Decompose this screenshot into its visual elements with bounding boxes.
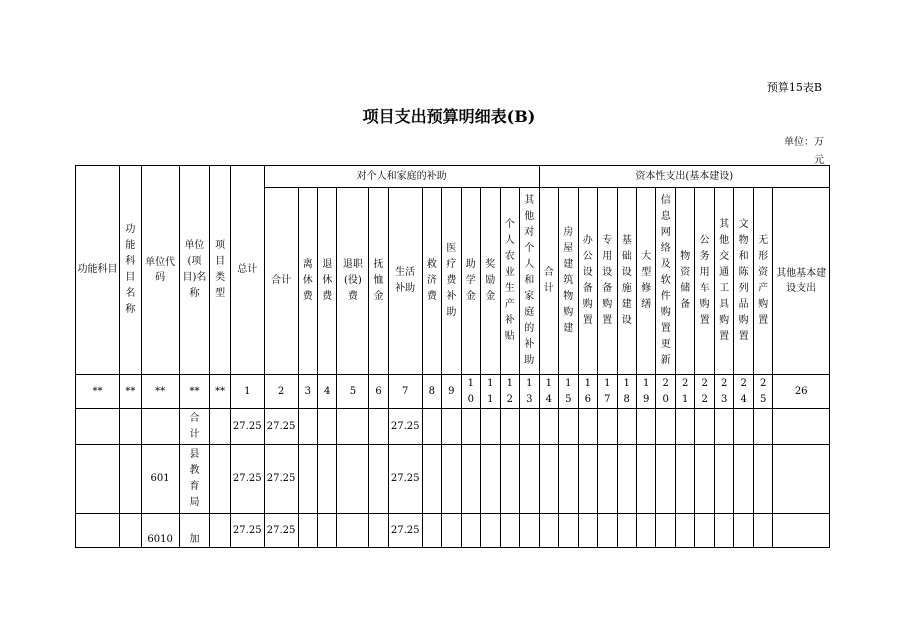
header-scholarship: 助学金: [461, 188, 480, 375]
header-other-construction: 其他基本建设支出: [773, 188, 830, 375]
header-resignation: 退职(役)费: [337, 188, 369, 375]
cell-unit-code: 6010: [141, 514, 179, 548]
header-capital-total: 合计: [539, 188, 558, 375]
cell-unit-code: [141, 409, 179, 445]
cell-personal-total: 27.25: [264, 409, 298, 445]
index-cell: 22: [695, 375, 714, 409]
index-cell: 20: [656, 375, 675, 409]
cell-personal-total: 27.25: [264, 514, 298, 548]
table-row: [76, 514, 830, 548]
index-cell: 18: [617, 375, 636, 409]
cell-living-subsidy: 27.25: [388, 409, 422, 445]
index-cell: 2: [264, 375, 298, 409]
header-infrastructure: 基础设施建设: [617, 188, 636, 375]
header-group-personal: 对个人和家庭的补助: [264, 166, 539, 188]
form-number: 预算15表B: [766, 81, 822, 94]
index-cell: **: [120, 375, 142, 409]
cell-project-type: [210, 409, 231, 445]
cell-total: 27.25: [230, 445, 264, 514]
unit-label: 单位：万: [784, 137, 824, 148]
cell-personal-total: 27.25: [264, 445, 298, 514]
index-cell: 5: [337, 375, 369, 409]
cell-living-subsidy: 27.25: [388, 514, 422, 548]
index-cell: **: [210, 375, 231, 409]
table-row: [76, 445, 830, 514]
page-title: 项目支出预算明细表(B): [362, 107, 536, 126]
cell-living-subsidy: 27.25: [388, 445, 422, 514]
index-cell: 21: [675, 375, 694, 409]
header-personal-total: 合计: [264, 188, 298, 375]
header-intangible: 无形资产购置: [753, 188, 772, 375]
header-major-repair: 大型修缮: [636, 188, 655, 375]
index-cell: 13: [520, 375, 540, 409]
header-cultural-relics: 文物和陈列品购置: [734, 188, 753, 375]
index-cell: **: [179, 375, 210, 409]
cell-total: 27.25: [230, 514, 264, 548]
header-other-transport: 其他交通工具购置: [714, 188, 733, 375]
cell-unit-name: 合计: [179, 409, 210, 445]
cell-unit-name: 县教育局: [179, 445, 210, 514]
header-relief: 救济费: [422, 188, 441, 375]
index-cell: **: [76, 375, 120, 409]
header-other-personal: 其他对个人和家庭的补助: [520, 188, 540, 375]
index-cell: 7: [388, 375, 422, 409]
cell-func-subject: [76, 514, 120, 548]
index-cell: 11: [481, 375, 500, 409]
cell-func-subject: [76, 409, 120, 445]
budget-detail-table: [75, 165, 830, 548]
header-office-equipment: 办公设备购置: [578, 188, 597, 375]
header-special-equipment: 专用设备购置: [598, 188, 617, 375]
header-pension: 抚恤金: [369, 188, 388, 375]
cell-total: 27.25: [230, 409, 264, 445]
unit-label-suffix: 元: [814, 155, 824, 166]
index-cell: 12: [500, 375, 519, 409]
index-cell: 14: [539, 375, 558, 409]
index-cell: 9: [442, 375, 461, 409]
header-building: 房屋建筑物购建: [559, 188, 578, 375]
index-cell: 23: [714, 375, 733, 409]
index-cell: 6: [369, 375, 388, 409]
header-retirement-cadre: 离休费: [298, 188, 317, 375]
header-official-vehicle: 公务用车购置: [695, 188, 714, 375]
index-cell: **: [141, 375, 179, 409]
cell-func-name: [120, 514, 142, 548]
index-cell: 24: [734, 375, 753, 409]
index-cell: 26: [773, 375, 830, 409]
header-living-subsidy: 生活补助: [388, 188, 422, 375]
cell-unit-name: 加: [179, 514, 210, 548]
cell-project-type: [210, 445, 231, 514]
index-cell: 8: [422, 375, 441, 409]
index-cell: 19: [636, 375, 655, 409]
header-material-reserve: 物资储备: [675, 188, 694, 375]
table-row: [76, 409, 830, 445]
cell-unit-code: 601: [141, 445, 179, 514]
header-medical: 医疗费补助: [442, 188, 461, 375]
header-it-network: 信息网络及软件购置更新: [656, 188, 675, 375]
cell-func-subject: [76, 445, 120, 514]
header-reward: 奖励金: [481, 188, 500, 375]
header-unit-project-name: 单位(项目)名称: [179, 166, 210, 375]
index-cell: 10: [461, 375, 480, 409]
index-cell: 1: [230, 375, 264, 409]
cell-func-name: [120, 409, 142, 445]
index-cell: 3: [298, 375, 317, 409]
index-cell: 25: [753, 375, 772, 409]
index-cell: 15: [559, 375, 578, 409]
index-cell: 17: [598, 375, 617, 409]
index-cell: 16: [578, 375, 597, 409]
cell-func-name: [120, 445, 142, 514]
header-total: 总计: [230, 166, 264, 375]
header-agri-subsidy: 个人农业生产补贴: [500, 188, 519, 375]
header-group-capital: 资本性支出(基本建设): [539, 166, 829, 188]
cell-project-type: [210, 514, 231, 548]
header-func-subject-name: 功能科目名称: [120, 166, 142, 375]
header-func-subject: 功能科目: [76, 166, 120, 375]
header-unit-code: 单位代码: [141, 166, 179, 375]
header-retirement: 退休费: [318, 188, 337, 375]
index-cell: 4: [318, 375, 337, 409]
header-project-type: 项目类型: [210, 166, 231, 375]
